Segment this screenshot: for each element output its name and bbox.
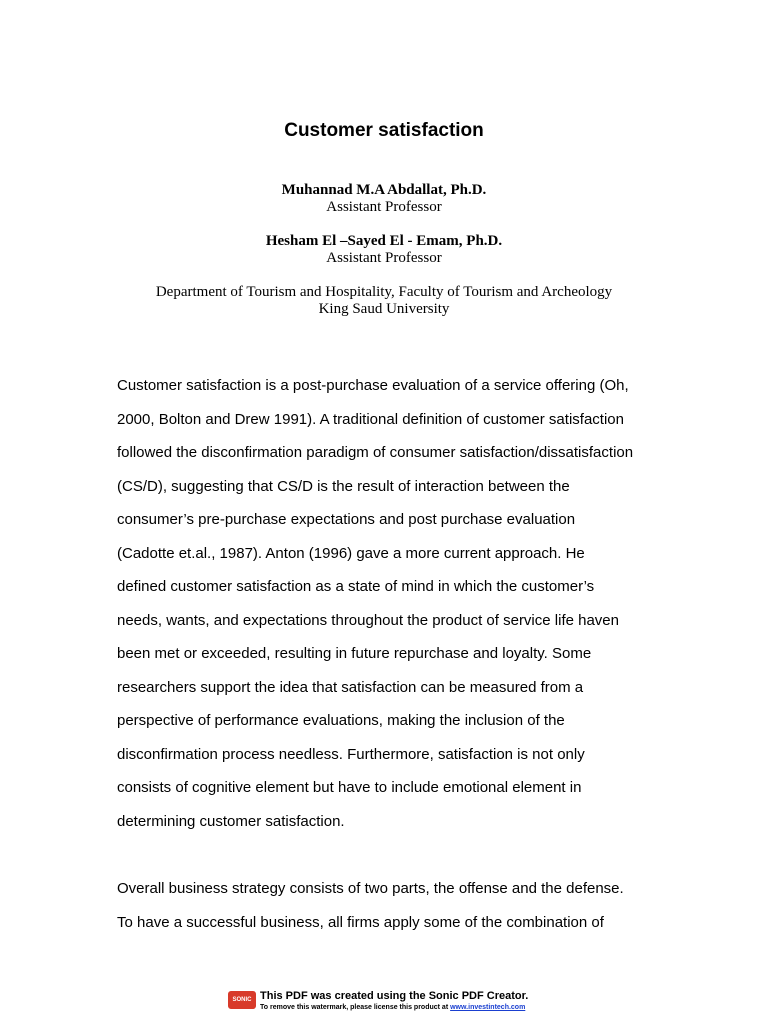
watermark-product-name: Sonic PDF Creator <box>428 990 526 1002</box>
author-role: Assistant Professor <box>326 199 442 215</box>
text-line: 2000, Bolton and Drew 1991). A traditional definition of customer satisfaction <box>117 410 624 428</box>
text-line: followed the disconfirmation paradigm of consumer satisfaction/dissatisfaction <box>117 444 634 461</box>
text-line: needs, wants, and expectations throughout the product of service life haven <box>117 611 619 629</box>
document-title: Customer satisfaction <box>284 120 484 141</box>
author-name: Muhannad M.A Abdallat, Ph.D. <box>281 182 487 198</box>
paragraph-2 <box>117 880 677 947</box>
watermark-link[interactable]: www.investintech.com <box>450 1004 526 1011</box>
text-line: Customer satisfaction is a post-purchase evaluation of a service offering (Oh, <box>117 377 629 394</box>
watermark-sub-prefix: To remove this watermark, please license this product at <box>260 1004 451 1011</box>
text-line: Overall business strategy consists of two parts, the offense and the defense. <box>117 880 624 897</box>
watermark-sub-text <box>260 1004 525 1011</box>
text-line: determining customer satisfaction. <box>117 812 345 830</box>
author-1 <box>0 182 768 216</box>
pdf-watermark <box>228 989 558 1021</box>
text-line: been met or exceeded, resulting in future repurchase and loyalty. Some <box>117 645 592 662</box>
university: King Saud University <box>318 301 450 317</box>
text-line: disconfirmation process needless. Furthermore, satisfaction is not only <box>117 745 585 763</box>
author-2 <box>0 233 768 267</box>
affiliation <box>0 284 768 318</box>
text-line: To have a successful business, all firms apply some of the combination of <box>117 913 604 931</box>
text-line: consumer’s pre-purchase expectations and post purchase evaluation <box>117 511 576 528</box>
text-line: (Cadotte et.al., 1987). Anton (1996) gave a more current approach. He <box>117 544 585 562</box>
text-line: consists of cognitive element but have to include emotional element in <box>117 779 582 796</box>
department: Department of Tourism and Hospitality, Faculty of Tourism and Archeology <box>155 284 613 300</box>
sonic-pdf-logo-icon: SONIC PDF <box>228 991 256 1009</box>
paragraph-1 <box>117 377 677 846</box>
author-role: Assistant Professor <box>326 250 442 266</box>
text-line: defined customer satisfaction as a state of mind in which the customer’s <box>117 578 595 595</box>
watermark-main-text <box>260 990 528 1002</box>
watermark-main-suffix: . <box>525 990 529 1002</box>
watermark-main-prefix: This PDF was created using the <box>260 990 429 1002</box>
text-line: researchers support the idea that satisfaction can be measured from a <box>117 678 584 696</box>
text-line: perspective of performance evaluations, making the inclusion of the <box>117 712 565 729</box>
text-line: (CS/D), suggesting that CS/D is the result of interaction between the <box>117 477 570 495</box>
author-name: Hesham El –Sayed El - Emam, Ph.D. <box>265 233 503 249</box>
